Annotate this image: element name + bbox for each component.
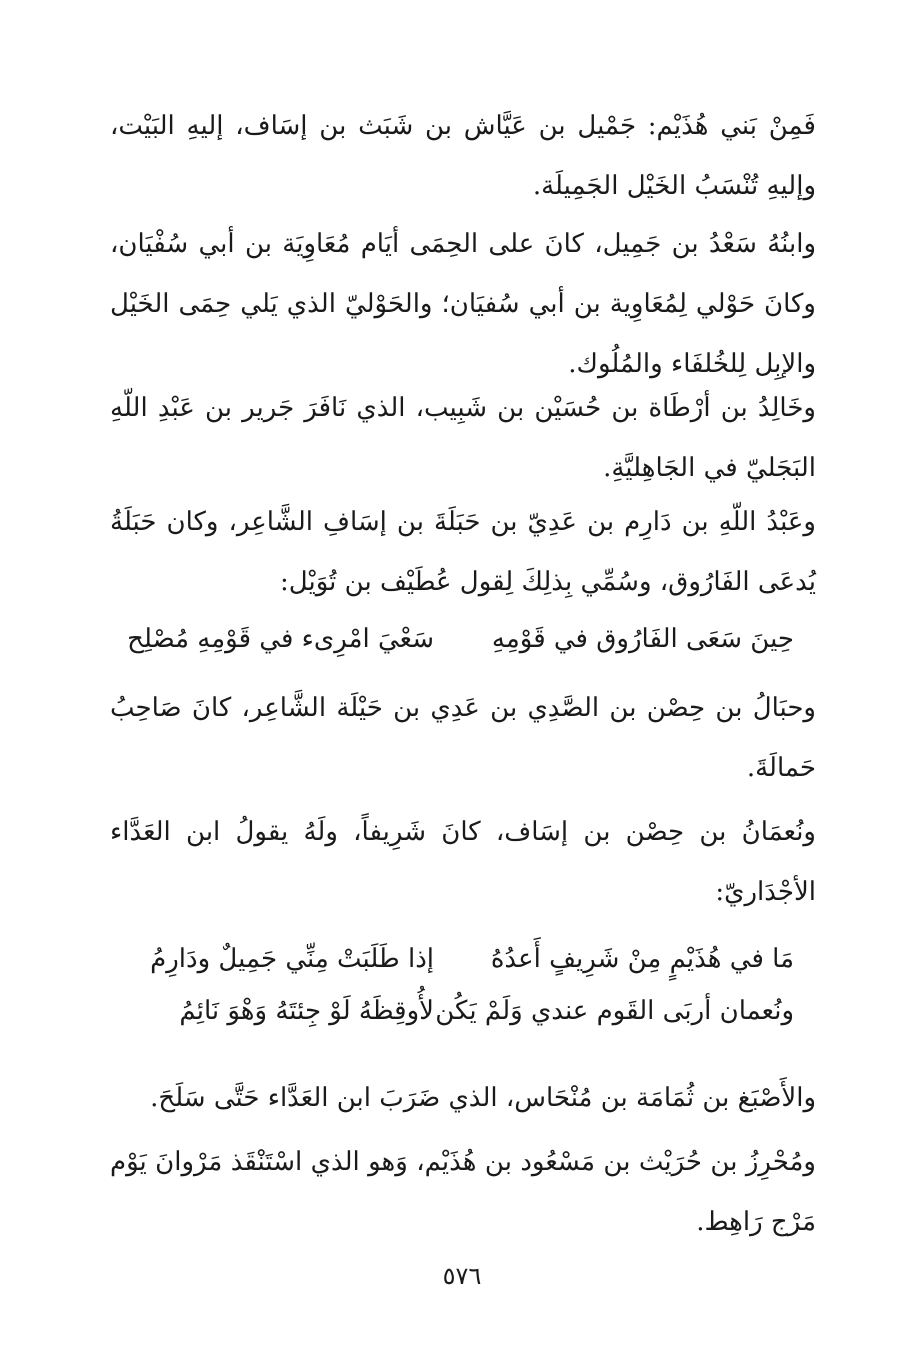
- paragraph-numan: ونُعمَانُ بن حِصْن بن إسَاف، كانَ شَرِيفاً، ولَهُ يقولُ ابن العَدَّاء الأجْدَاريّ:: [110, 817, 816, 907]
- verse-line: [110, 934, 794, 984]
- verse-second-hemistich: إذا طَلَبَتْ مِنِّي جَمِيلٌ ودَارِمُ: [150, 944, 434, 974]
- paragraph-muhriz: ومُحْرِزُ بن حُرَيْث بن مَسْعُود بن هُذَيْم، وَهو الذي اسْتَنْقَذ مَرْوانَ يَوْم مَرْج رَاهِط.: [110, 1147, 816, 1237]
- verse-line: [110, 614, 794, 664]
- verse-first-hemistich: حِينَ سَعَى الفَارُوق في قَوْمِهِ: [491, 624, 794, 654]
- verse-second-hemistich: سَعْيَ امْرِىء في قَوْمِهِ مُصْلِح: [127, 624, 434, 654]
- paragraph-hudhaym: فَمِنْ بَني هُذَيْم: جَمْيل بن عَيَّاش بن شَبَث بن إسَاف، إليهِ البَيْت، وإليهِ تُنْسَبُ الخَيْل الجَمِيلَة.: [110, 111, 816, 201]
- verse-line: [110, 986, 794, 1036]
- paragraph-saad: وابنُهُ سَعْدُ بن جَمِيل، كانَ على الحِمَى أيَام مُعَاوِيَة بن أبي سُفْيَان، وكانَ حَوْلي لِمُعَاوِية بن أبي سُفيَان؛ والحَوْليّ الذي يَلي حِمَى الخَيْل والإبِل لِلخُلفَاء والمُلُوك.: [110, 229, 816, 379]
- page-number: ٥٧٦: [442, 1262, 482, 1290]
- paragraph-khalid: وخَالِدُ بن أرْطَاة بن حُسَيْن بن شَبِيب، الذي نَافَرَ جَرير بن عَبْدِ اللّهِ البَجَليّ في الجَاهِليَّةِ.: [110, 393, 816, 483]
- paragraph-asbagh: والأَصْبَغ بن ثُمَامَة بن مُنْحَاس، الذي ضَرَبَ ابن العَدَّاء حَتَّى سَلَحَ.: [150, 1083, 816, 1113]
- paragraph-hibal: وحبَالُ بن حِصْن بن الصَّدِي بن عَدِي بن حَيْلَة الشَّاعِر، كانَ صَاحِبُ حَمالَةَ.: [110, 693, 816, 783]
- verse-first-hemistich: مَا في هُذَيْمٍ مِنْ شَرِيفٍ أَعدُهُ: [490, 944, 794, 974]
- verse-first-hemistich: ونُعمان أربَى القَوم عندي وَلَمْ يَكُن: [435, 996, 794, 1026]
- paragraph-abdallah: وعَبْدُ اللّهِ بن دَارِم بن عَدِيّ بن حَبَلَةَ بن إسَافِ الشَّاعِر، وكان حَبَلَةُ يُدعَى الفَارُوق، وسُمِّي بِذلِكَ لِقول عُطَيْف بن تُوَيْل:: [110, 507, 816, 597]
- verse-second-hemistich: لأُوقِظَهُ لَوْ جِئتَهُ وَهْوَ نَائِمُ: [179, 996, 434, 1026]
